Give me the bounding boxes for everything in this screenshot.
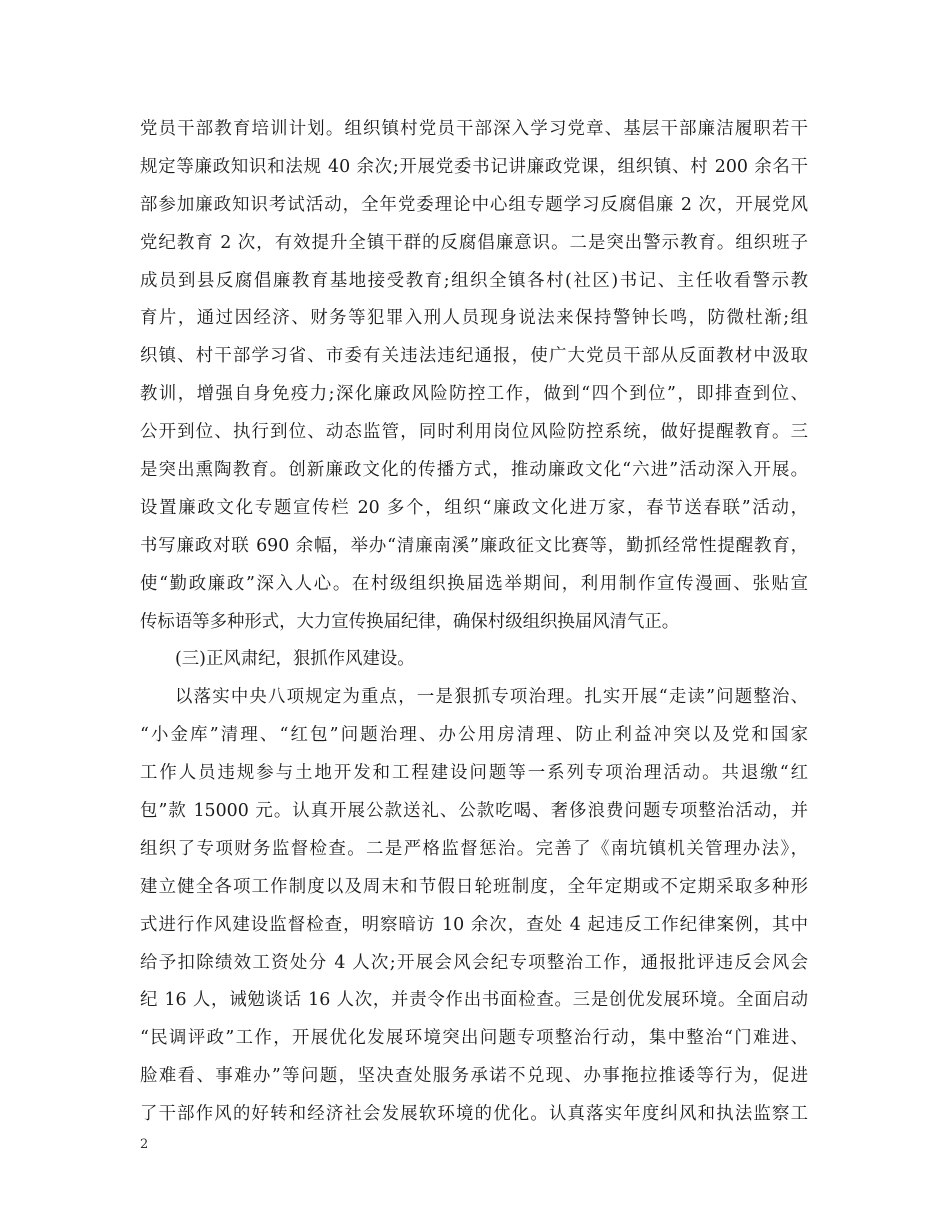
text-line: “民调评政”工作，开展优化发展环境突出问题专项整治行动，集中整治“门难进、 [140,1028,808,1049]
text-line: 工作人员违规参与土地开发和工程建设问题等一系列专项治理活动。共退缴“红 [140,763,808,784]
text-line: 设置廉政文化专题宣传栏 20 多个，组织“廉政文化进万家，春节送春联”活动， [140,497,808,518]
text-line: 是突出熏陶教育。创新廉政文化的传播方式，推动廉政文化“六进”活动深入开展。 [140,460,808,481]
text-line: 脸难看、事难办”等问题，坚决查处服务承诺不兑现、办事拖拉推诿等行为，促进 [140,1066,808,1087]
text-line: 以落实中央八项规定为重点，一是狠抓专项治理。扎实开展“走读”问题整治、 [175,687,808,708]
text-line: 组织了专项财务监督检查。二是严格监督惩治。完善了《南坑镇机关管理办法》， [140,838,808,859]
text-line: 传标语等多种形式，大力宣传换届纪律，确保村级组织换届风清气正。 [140,611,680,632]
body-text [140,111,808,1134]
text-line: 育片，通过因经济、财务等犯罪入刑人员现身说法来保持警钟长鸣，防微杜渐;组 [140,308,808,329]
text-line: 给予扣除绩效工资处分 4 人次;开展会风会纪专项整治工作，通报批评违反会风会 [140,952,808,973]
text-line: 党员干部教育培训计划。组织镇村党员干部深入学习党章、基层干部廉洁履职若干 [140,119,808,139]
section-heading: (三)正风肃纪，狠抓作风建设。 [175,649,415,670]
text-line: 教训，增强自身免疫力;深化廉政风险防控工作，做到“四个到位”，即排查到位、 [140,384,808,405]
text-line: 规定等廉政知识和法规 40 余次;开展党委书记讲廉政党课，组织镇、村 200 余名干 [140,156,808,177]
text-line: 包”款 15000 元。认真开展公款送礼、公款吃喝、奢侈浪费问题专项整治活动，并 [140,801,808,822]
text-line: 部参加廉政知识考试活动，全年党委理论中心组专题学习反腐倡廉 2 次，开展党风 [140,194,808,215]
text-line: 公开到位、执行到位、动态监管，同时利用岗位风险防控系统，做好提醒教育。三 [140,422,808,443]
text-line: “小金库”清理、“红包”问题治理、办公用房清理、防止利益冲突以及党和国家 [140,725,808,746]
text-line: 建立健全各项工作制度以及周末和节假日轮班制度，全年定期或不定期采取多种形 [140,876,808,897]
text-line: 纪 16 人，诫勉谈话 16 人次，并责令作出书面检查。三是创优发展环境。全面启动 [140,990,808,1011]
text-line: 使“勤政廉政”深入人心。在村级组织换届选举期间，利用制作宣传漫画、张贴宣 [140,573,808,594]
text-line: 党纪教育 2 次，有效提升全镇干群的反腐倡廉意识。二是突出警示教育。组织班子 [140,232,808,253]
text-line: 书写廉政对联 690 余幅，举办“清廉南溪”廉政征文比赛等，勤抓经常性提醒教育， [140,535,808,556]
text-line: 了干部作风的好转和经济社会发展软环境的优化。认真落实年度纠风和执法监察工 [140,1104,808,1125]
text-line: 式进行作风建设监督检查，明察暗访 10 余次，查处 4 起违反工作纪律案例，其中 [140,914,808,935]
text-line: 织镇、村干部学习省、市委有关违法违纪通报，使广大党员干部从反面教材中汲取 [140,346,808,367]
text-line: 成员到县反腐倡廉教育基地接受教育;组织全镇各村(社区)书记、主任收看警示教 [140,270,808,291]
page-number: 2 [140,1137,149,1152]
